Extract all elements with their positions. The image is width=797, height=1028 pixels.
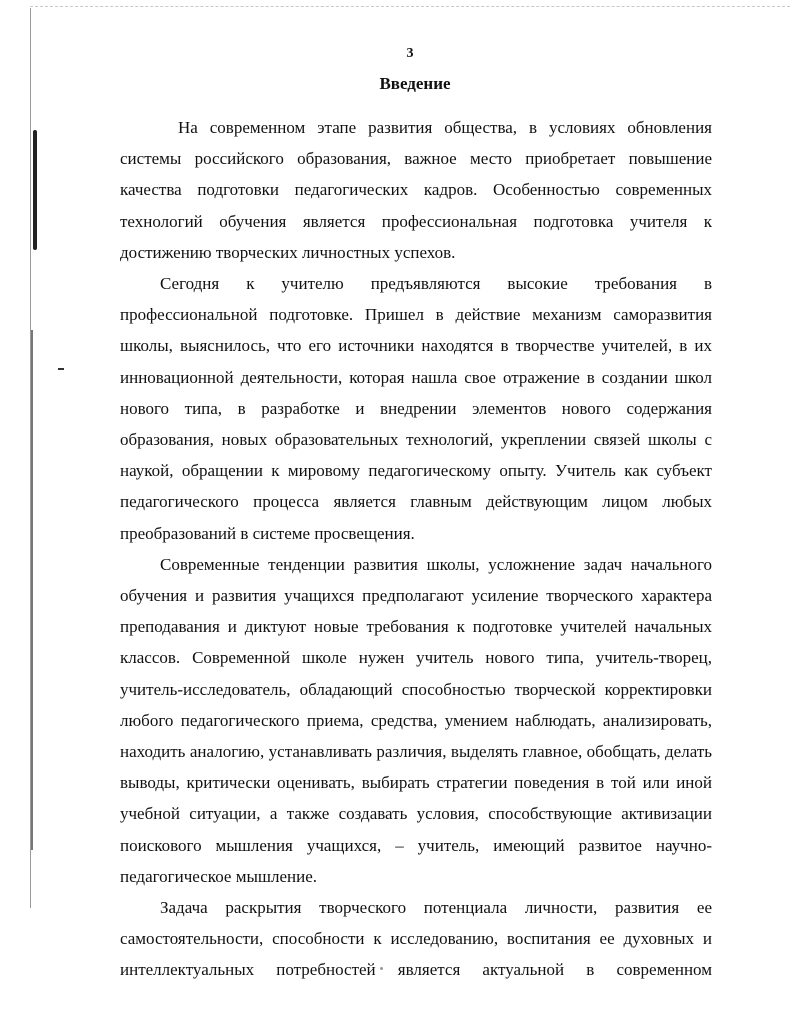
paragraph: Современные тенденции развития школы, усложнение задач начального обучения и развития учащихся предполагают усиление творческого характера преподавания и диктуют новые требования к подготовке учителей начальных классов. Современной школе нужен учитель нового типа, учитель-творец, учитель-исследователь, обладающий способностью творческой корректировки любого педагогического приема, средства, умением наблюдать, анализировать, находить аналогию, устанавливать различия, выделять главное, обобщать, делать выводы, критически оценивать, выбирать стратегии поведения в той или иной учебной ситуации, а также создавать условия, способствующие активизации поискового мышления учащихся, – учитель, имеющий развитое научно-педагогическое мышление.	[120, 554, 712, 886]
scan-artifact-top-line	[30, 6, 790, 7]
paragraph: Сегодня к учителю предъявляются высокие требования в профессиональной подготовке. Пришел в действие механизм саморазвития школы, выяснилось, что его источники находятся в творчестве учителей, в их инновационной деятельности, которая нашла свое отражение в создании школ нового типа, в разработке и внедрении элементов нового содержания образования, новых образовательных технологий, укреплении связей школы с наукой, обращении к мировому педагогическому опыту. Учитель как субъект педагогического процесса является главным действующим лицом любых преобразований в системе просвещения.	[120, 274, 712, 543]
scan-artifact-left-line	[31, 330, 33, 850]
scan-artifact-dot	[58, 368, 64, 370]
paragraph: Задача раскрытия творческого потенциала личности, развития ее самостоятельности, способности к исследованию, воспитания ее духовных и интеллектуальных потребностей является актуальной в современном	[120, 898, 712, 980]
body-text	[120, 112, 712, 986]
page-number: 3	[406, 46, 414, 61]
paragraph: На современном этапе развития общества, в условиях обновления системы российского образования, важное место приобретает повышение качества подготовки педагогических кадров. Особенностью современных технологий обучения является профессиональная подготовка учителя к достижению творческих личностных успехов.	[120, 118, 712, 262]
scan-artifact-left-mark	[33, 130, 37, 250]
section-heading: Введение	[379, 74, 451, 93]
